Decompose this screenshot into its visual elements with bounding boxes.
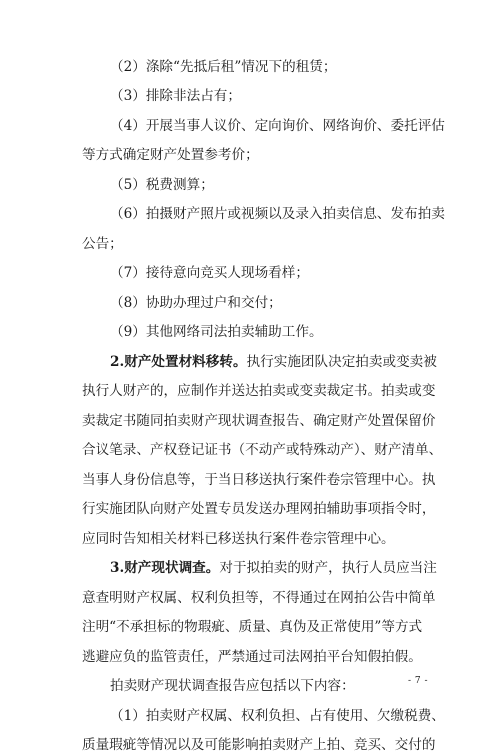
- list-item-cont: 等方式确定财产处置参考价；: [82, 147, 259, 163]
- paragraph-line: 拍卖财产现状调查报告应包括以下内容：: [110, 678, 355, 694]
- paragraph-line: 当事人身份信息等，于当日移送执行案件卷宗管理中心。执: [82, 472, 436, 488]
- paragraph-line: 行实施团队向财产处置专员发送办理网拍辅助事项指令时，: [82, 501, 436, 517]
- paragraph-line: 合议笔录、产权登记证书（不动产或特殊动产）、财产清单、: [82, 442, 443, 458]
- paragraph-line: 执行人财产的，应制作并送达拍卖或变卖裁定书。拍卖或变: [82, 383, 436, 399]
- paragraph-line: 意查明财产权属、权利负担等，不得通过在网拍公告中简单: [82, 590, 436, 606]
- list-item: （6）拍摄财产照片或视频以及录入拍卖信息、发布拍卖: [110, 206, 445, 222]
- section-heading: 2.财产处置材料移转。: [110, 354, 247, 370]
- list-item: （1）拍卖财产权属、权利负担、占有使用、欠缴税费、: [110, 708, 445, 724]
- list-item: （5）税费测算；: [110, 177, 214, 193]
- paragraph-line: 卖裁定书随同拍卖财产现状调查报告、确定财产处置保留价: [82, 413, 436, 429]
- list-item-cont: 质量瑕疵等情况以及可能影响拍卖财产上拍、竞买、交付的: [82, 737, 436, 753]
- list-item: （9）其他网络司法拍卖辅助工作。: [110, 324, 323, 340]
- page-number: - 7 -: [408, 676, 429, 686]
- section-heading: 3.财产现状调查。: [110, 560, 220, 576]
- list-item: （8）协助办理过户和交付；: [110, 295, 282, 311]
- list-item-cont: 公告；: [82, 236, 123, 252]
- list-item: （2）涤除“先抵后租”情况下的租赁；: [110, 59, 337, 75]
- paragraph-line: 逃避应负的监管责任，严禁通过司法网拍平台知假拍假。: [82, 649, 422, 665]
- list-item: （4）开展当事人议价、定向询价、网络询价、委托评估: [110, 118, 445, 134]
- paragraph-line: 3.财产现状调查。对于拟拍卖的财产，执行人员应当注: [110, 560, 437, 576]
- list-item: （7）接待意向竞买人现场看样；: [110, 265, 309, 281]
- paragraph-line: 应同时告知相关材料已移送执行案件卷宗管理中心。: [82, 531, 395, 547]
- paragraph-line: 2.财产处置材料移转。执行实施团队决定拍卖或变卖被: [110, 354, 437, 370]
- paragraph-line: 注明“不承担标的物瑕疵、质量、真伪及正常使用”等方式: [82, 619, 423, 635]
- list-item: （3）排除非法占有；: [110, 88, 241, 104]
